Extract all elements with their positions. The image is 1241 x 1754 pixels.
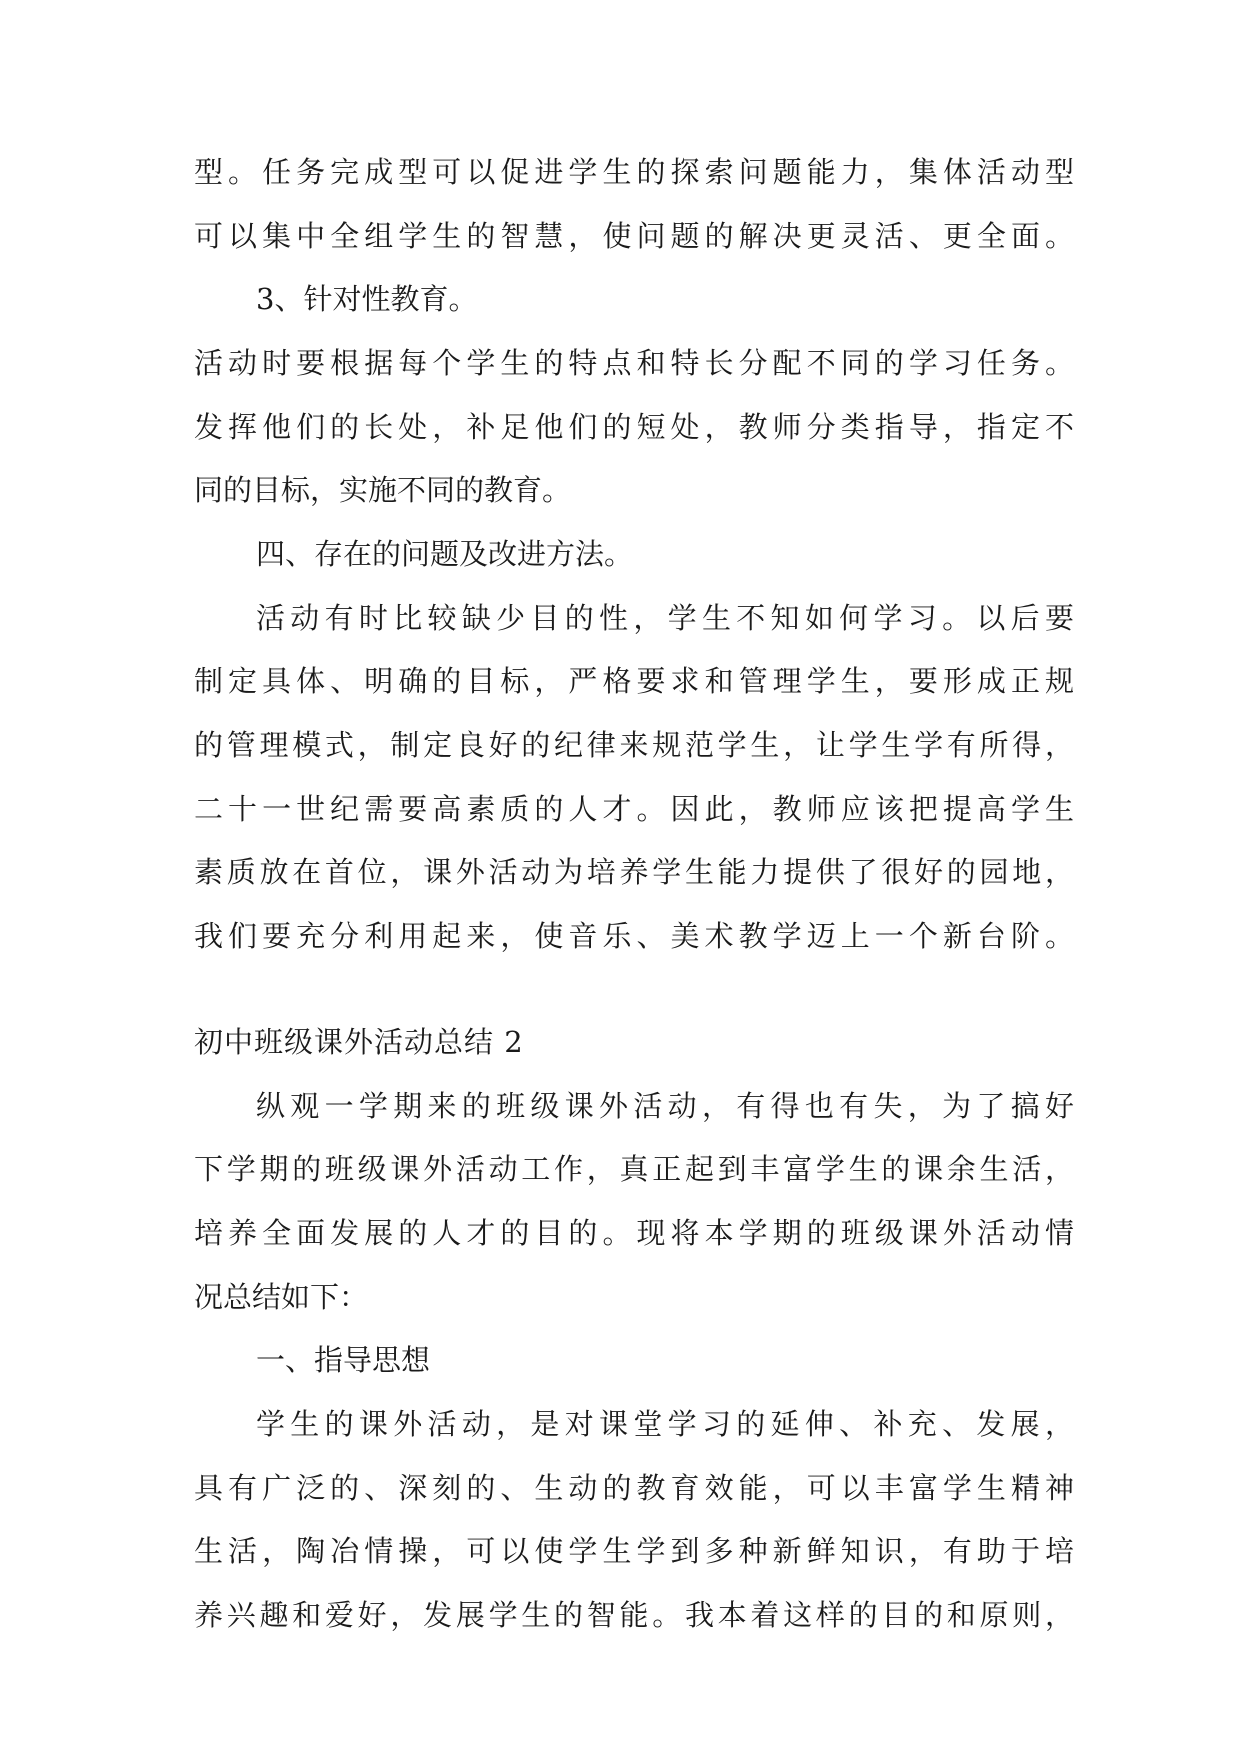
paragraph-line: 生活，陶冶情操，可以使学生学到多种新鲜知识，有助于培 <box>194 1534 1074 1568</box>
paragraph-line: 发挥他们的长处，补足他们的短处，教师分类指导，指定不 <box>194 410 1074 444</box>
paragraph-line: 我们要充分利用起来，使音乐、美术教学迈上一个新台阶。 <box>194 919 1074 953</box>
paragraph-line: 况总结如下： <box>194 1280 369 1314</box>
paragraph-line: 同的目标，实施不同的教育。 <box>194 473 572 507</box>
paragraph-line: 下学期的班级课外活动工作，真正起到丰富学生的课余生活， <box>194 1152 1074 1186</box>
paragraph-line: 学生的课外活动，是对课堂学习的延伸、补充、发展， <box>256 1407 1074 1441</box>
section-heading: 一、指导思想 <box>256 1343 431 1377</box>
paragraph-line: 制定具体、明确的目标，严格要求和管理学生，要形成正规 <box>194 664 1074 698</box>
document-title: 初中班级课外活动总结 2 <box>194 1025 524 1059</box>
paragraph-line: 素质放在首位，课外活动为培养学生能力提供了很好的园地， <box>194 855 1074 889</box>
section-heading: 3、针对性教育。 <box>256 282 478 316</box>
paragraph-line: 的管理模式，制定良好的纪律来规范学生，让学生学有所得， <box>194 728 1074 762</box>
paragraph-line: 培养全面发展的人才的目的。现将本学期的班级课外活动情 <box>194 1216 1074 1250</box>
paragraph-line: 型。任务完成型可以促进学生的探索问题能力，集体活动型 <box>194 155 1074 189</box>
paragraph-line: 活动有时比较缺少目的性，学生不知如何学习。以后要 <box>256 601 1074 635</box>
paragraph-line: 养兴趣和爱好，发展学生的智能。我本着这样的目的和原则， <box>194 1598 1074 1632</box>
paragraph-line: 活动时要根据每个学生的特点和特长分配不同的学习任务。 <box>194 346 1074 380</box>
paragraph-line: 具有广泛的、深刻的、生动的教育效能，可以丰富学生精神 <box>194 1471 1074 1505</box>
section-heading: 四、存在的问题及改进方法。 <box>256 537 634 571</box>
paragraph-line: 可以集中全组学生的智慧，使问题的解决更灵活、更全面。 <box>194 219 1074 253</box>
paragraph-line: 二十一世纪需要高素质的人才。因此，教师应该把提高学生 <box>194 792 1074 826</box>
paragraph-line: 纵观一学期来的班级课外活动，有得也有失，为了搞好 <box>256 1089 1074 1123</box>
